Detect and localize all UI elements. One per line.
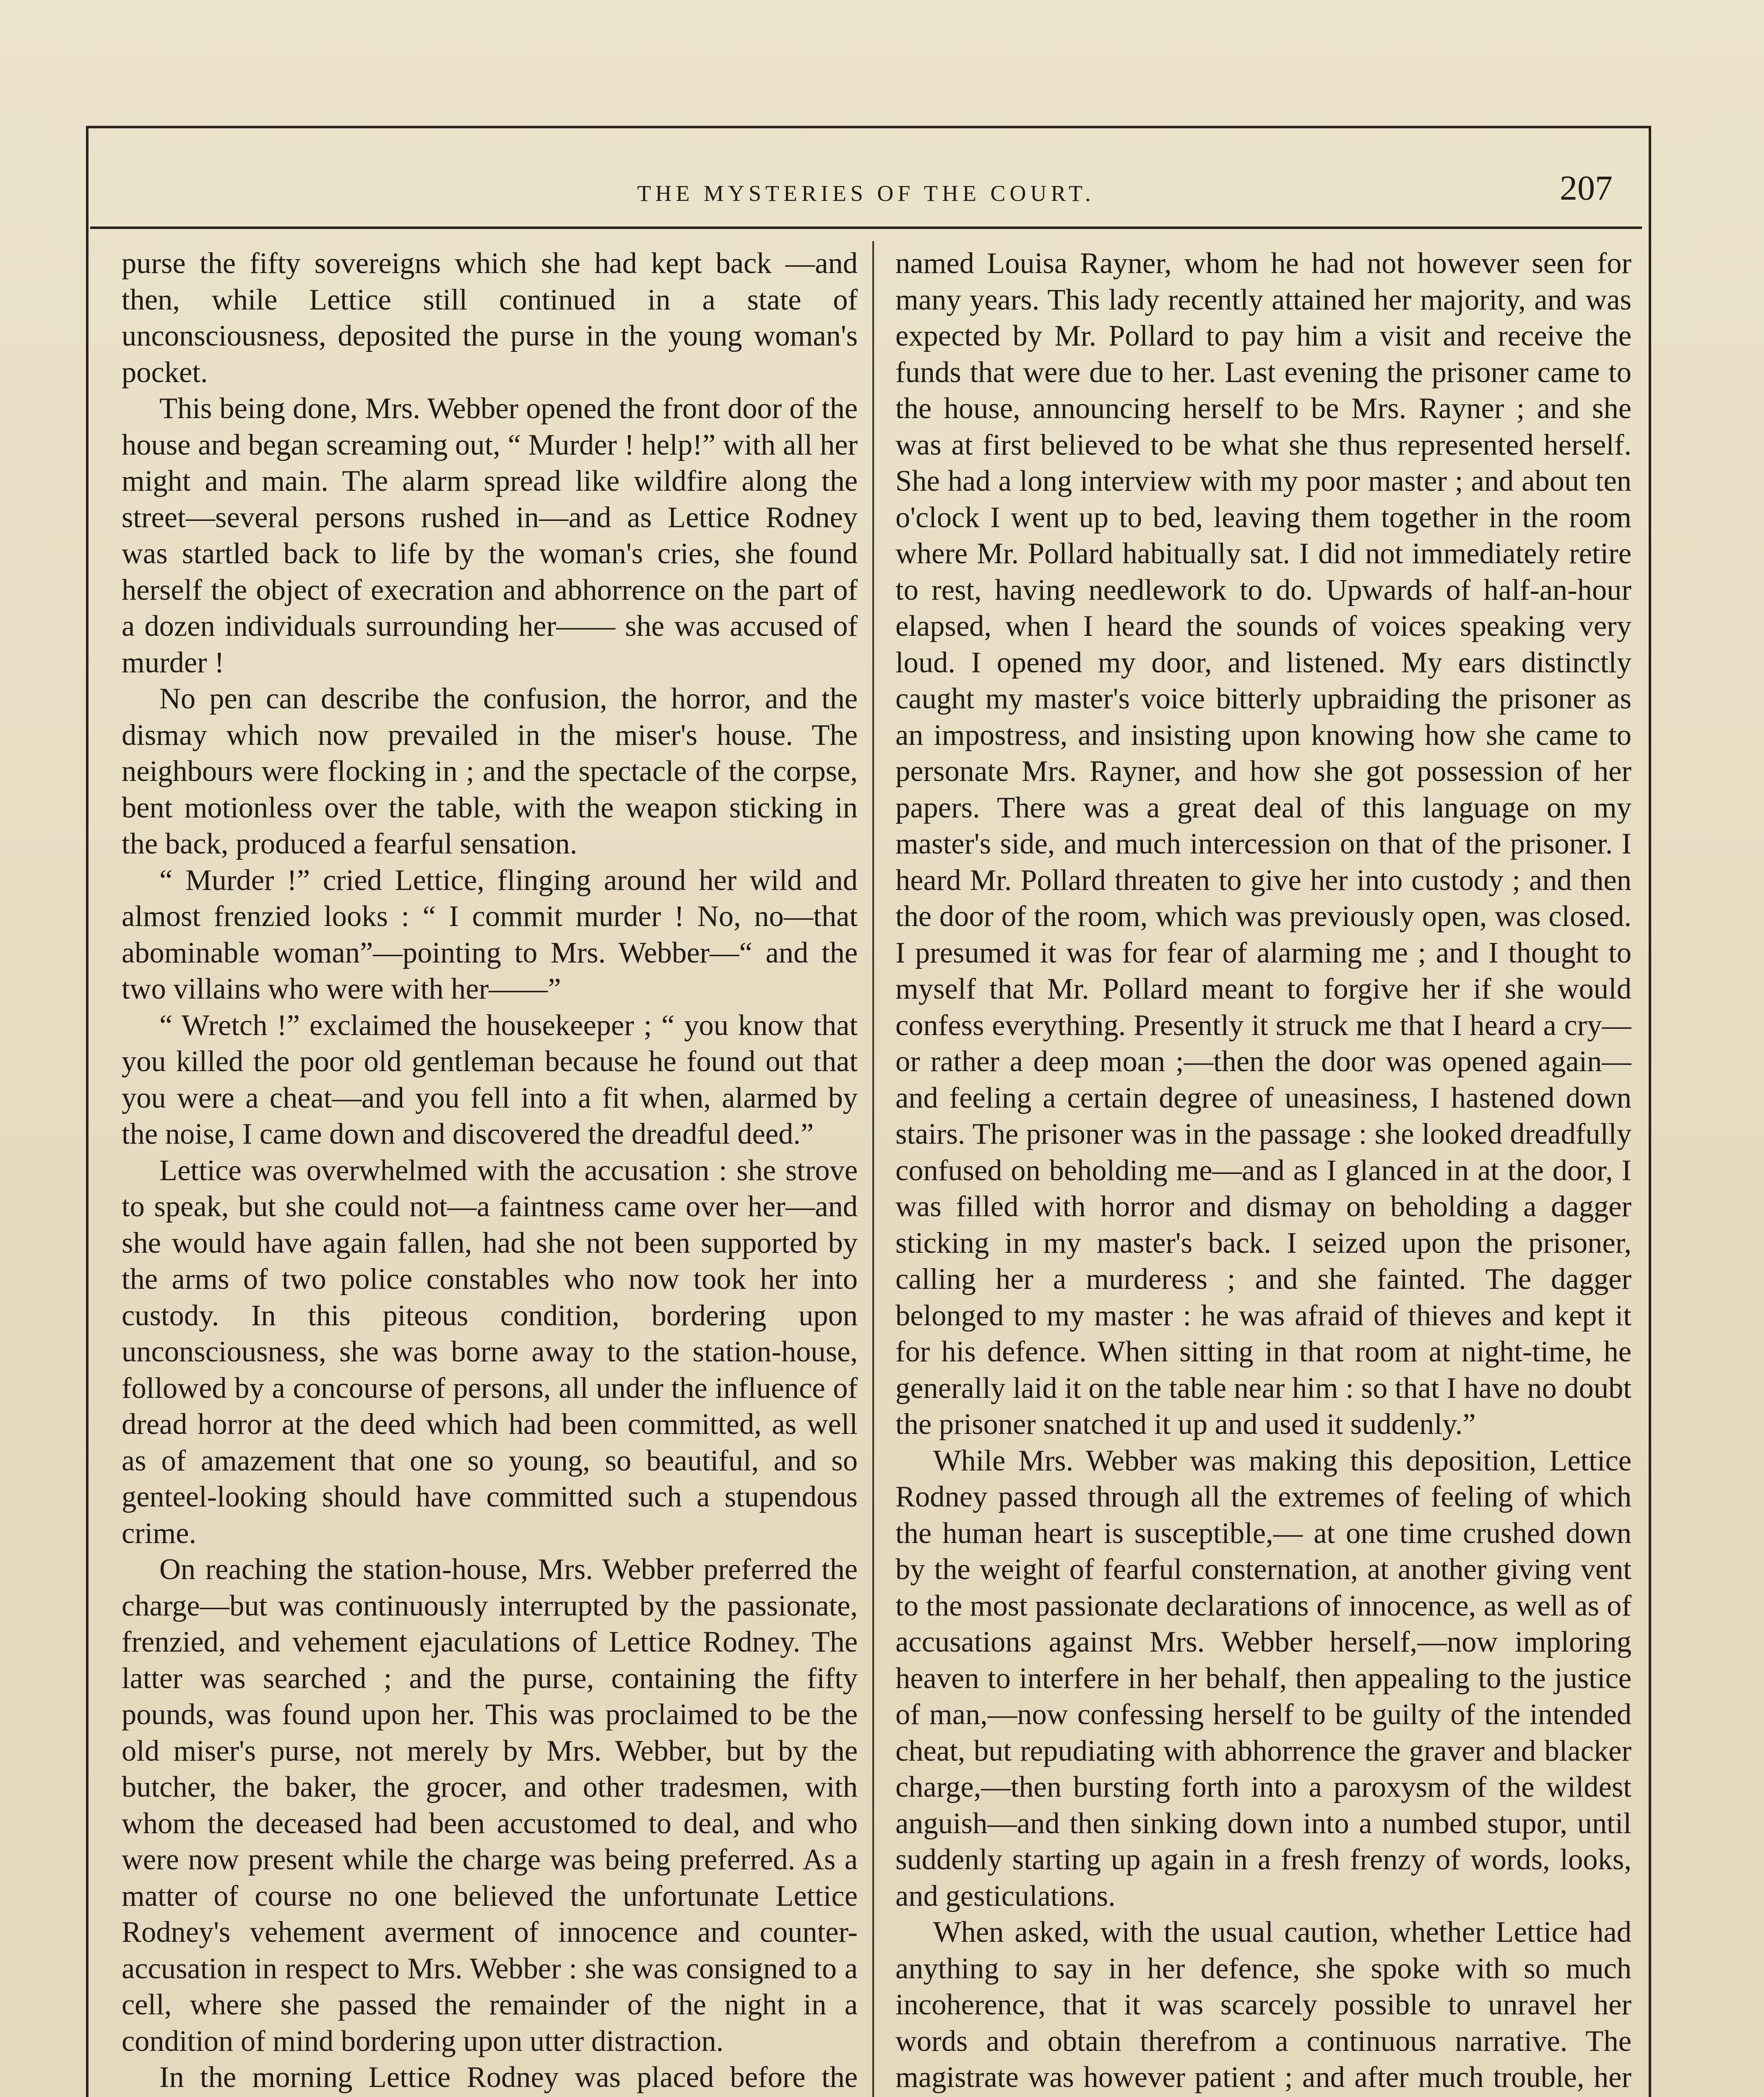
paragraph: While Mrs. Webber was making this deposition, Lettice Rodney passed through all the extremes of feeling of which the human heart is susceptible,— at one time crushed down by the weight of fearful consternation, at another giving vent to the most passionate declarations of innocence, as well as of accusations against Mrs. Webber herself,—now imploring heaven to interfere in her behalf, then appealing to the justice of man,—now confessing herself to be guilty of the intended cheat, but repudiating with abhorrence the graver and blacker charge,—then bursting forth into a paroxysm of the wildest anguish—and then sinking down into a numbed stupor, until suddenly starting up again in a fresh frenzy of words, looks, and gesticulations. <box>895 1444 1631 1912</box>
paragraph: “ Murder !” cried Lettice, flinging around her wild and almost frenzied looks : “ I commit murder ! No, no—that abominable woman”—pointing to Mrs. Webber—“ and the two villains who were with her——” <box>122 864 858 1005</box>
paragraph: purse the fifty sovereigns which she had kept back —and then, while Lettice still continued in a state of unconsciousness, deposited the purse in the young woman's pocket. <box>122 247 858 389</box>
page-header <box>90 168 1642 231</box>
paragraph: No pen can describe the confusion, the horror, and the dismay which now prevailed in the miser's house. The neighbours were flocking in ; and the spectacle of the corpse, bent motionless over the table, with the weapon sticking in the back, produced a fearful sensation. <box>122 682 858 860</box>
paragraph: On reaching the station-house, Mrs. Webber preferred the charge—but was continuously interrupted by the passionate, frenzied, and vehement ejaculations of Lettice Rodney. The latter was searched ; and the purse, containing the fifty pounds, was found upon her. This was proclaimed to be the old miser's purse, not merely by Mrs. Webber, but by the butcher, the baker, the grocer, and other tradesmen, with whom the deceased had been accustomed to deal, and who were now present while the charge was being preferred. As a matter of course no one believed the unfortunate Lettice Rodney's vehement averment of innocence and counter-accusation in respect to Mrs. Webber : she was consigned to a cell, where she passed the remainder of the night in a condition of mind bordering upon utter distraction. <box>122 1553 858 2058</box>
paragraph: “ Wretch !” exclaimed the housekeeper ; “ you know that you killed the poor old gentleman because he found out that you were a cheat—and you fell into a fit when, alarmed by the noise, I came down and discovered the dreadful deed.” <box>122 1009 858 1150</box>
paragraph: This being done, Mrs. Webber opened the front door of the house and began screaming out, “ Murder ! help!” with all her might and main. The alarm spread like wildfire along the street—several persons rushed in—and as Lettice Rodney was startled back to life by the woman's cries, she found herself the object of execration and abhorrence on the part of a dozen individuals surrounding her—— she was accused of murder ! <box>122 392 858 679</box>
right-column <box>895 245 1631 2097</box>
paragraph: In the morning Lettice Rodney was placed before the <box>159 2061 858 2094</box>
column-divider <box>872 241 874 2097</box>
paragraph: named Louisa Rayner, whom he had not however seen for many years. This lady recently attained her majority, and was expected by Mr. Pollard to pay him a visit and receive the funds that were due to her. Last evening the prisoner came to the house, announcing herself to be Mrs. Rayner ; and she was at first believed to be what she thus represented herself. She had a long interview with my poor master ; and about ten o'clock I went up to bed, leaving them together in the room where Mr. Pollard habitually sat. I did not immediately retire to rest, having needlework to do. Upwards of half-an-hour elapsed, when I heard the sounds of voices speaking very loud. I opened my door, and listened. My ears distinctly caught my master's voice bitterly upbraiding the prisoner as an impostress, and insisting upon knowing how she came to personate Mrs. Rayner, and how she got possession of her papers. There was a great deal of this language on my master's side, and much intercession on that of the prisoner. I heard Mr. Pollard threaten to give her into custody ; and then the door of the room, which was previously open, was closed. I presumed it was for fear of alarming me ; and I thought to myself that Mr. Pollard meant to forgive her if she would confess everything. Presently it struck me that I heard a cry—or rather a deep moan ;—then the door was opened again—and feeling a certain degree of uneasiness, I hastened down stairs. The prisoner was in the passage : she looked dreadfully confused on beholding me—and as I glanced in at the door, I was filled with horror and dismay on beholding a dagger sticking in my master's back. I seized upon the prisoner, calling her a murderess ; and she fainted. The dagger belonged to my master : he was afraid of thieves and kept it for his defence. When sitting in that room at night-time, he generally laid it on the table near him : so that I have no doubt the prisoner snatched it up and used it suddenly.” <box>895 247 1631 1441</box>
paragraph: When asked, with the usual caution, whether Lettice had anything to say in her defence, she spoke with so much incoherence, that it was scarcely possible to unravel her words and obtain therefrom a continuous narrative. The magistrate was however patient ; and after much trouble, her <box>895 1916 1631 2094</box>
header-rule <box>90 226 1642 229</box>
running-title: THE MYSTERIES OF THE COURT. <box>637 181 1095 206</box>
page-number: 207 <box>1560 169 1613 208</box>
left-column <box>122 245 858 2097</box>
paragraph: Lettice was overwhelmed with the accusation : she strove to speak, but she could not—a faintness came over her—and she would have again fallen, had she not been supported by the arms of two police constables who now took her into custody. In this piteous condition, bordering upon unconsciousness, she was borne away to the station-house, followed by a concourse of persons, all under the influence of dread horror at the deed which had been committed, as well as of amazement that one so young, so beautiful, and so genteel-looking should have committed such a stupendous crime. <box>122 1154 858 1550</box>
